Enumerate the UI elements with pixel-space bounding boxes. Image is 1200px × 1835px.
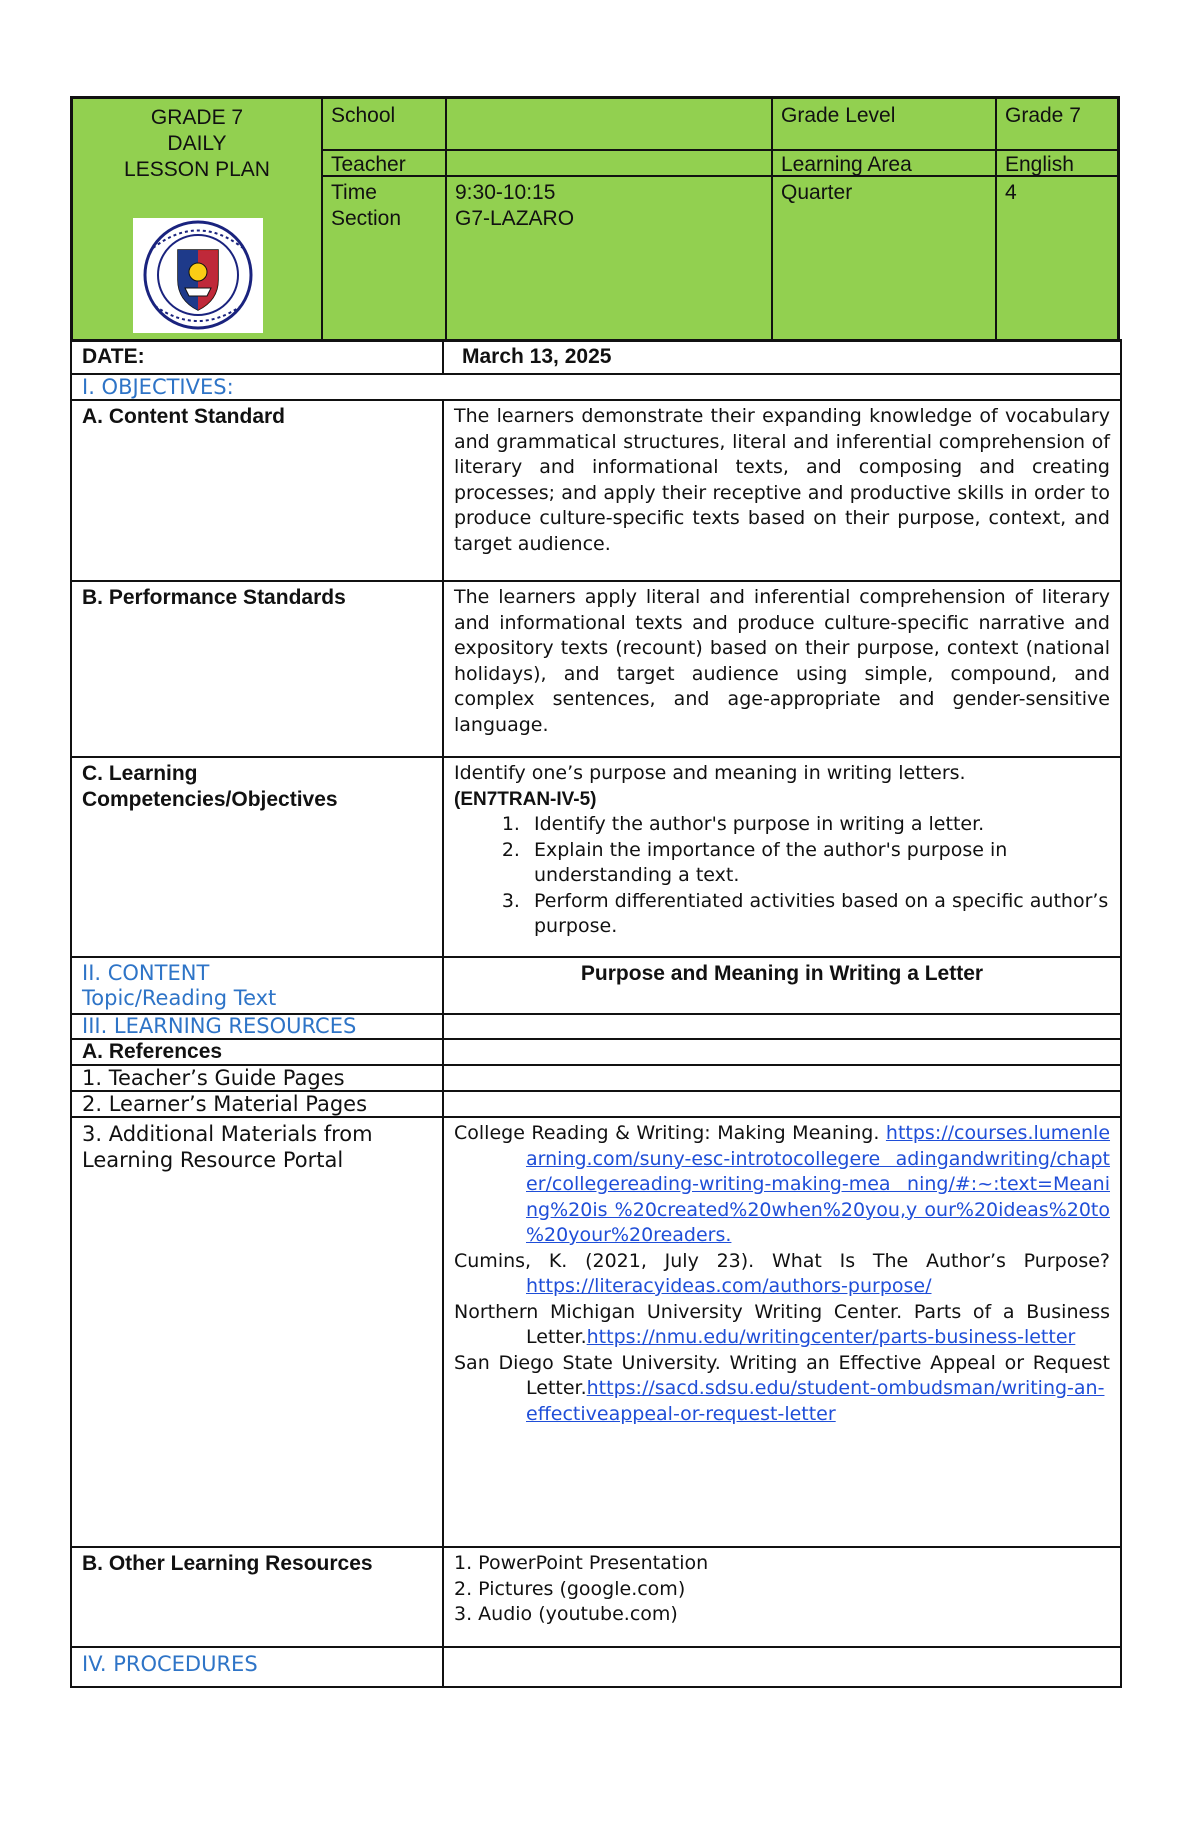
reference-item (454, 1351, 1110, 1428)
brand-block (73, 99, 321, 183)
reference-text: Northern Michigan University Writing Center. Parts of a Business Letter. (454, 1300, 1110, 1348)
procedures-row (71, 1647, 1121, 1687)
other-resource-item: 2. Pictures (google.com) (454, 1577, 686, 1600)
competency-intro: Identify one’s purpose and meaning in writing letters. (454, 762, 966, 784)
other-resource-item: 3. Audio (youtube.com) (454, 1603, 678, 1625)
teacher-label: Teacher (331, 153, 406, 176)
date-label: DATE: (71, 340, 443, 374)
reference-text: San Diego State University. Writing an Effective Appeal or Request Letter. (454, 1351, 1110, 1399)
content-heading: II. CONTENT (82, 961, 210, 985)
section-value: G7-LAZARO (455, 207, 575, 230)
learners-material-row (71, 1091, 1121, 1117)
objective-item: 2. Explain the importance of the author's purpose in understanding a text. (526, 838, 1110, 889)
reference-link[interactable]: https://nmu.edu/writingcenter/parts-business-letter (586, 1326, 1076, 1348)
content-standard-row (71, 400, 1121, 581)
objectives-heading: I. OBJECTIVES: (82, 375, 234, 399)
learning-resources-heading: III. LEARNING RESOURCES (82, 1014, 357, 1038)
reference-item (454, 1300, 1110, 1351)
content-topic: Purpose and Meaning in Writing a Letter (443, 957, 1121, 1014)
learning-resources-row (71, 1014, 1121, 1039)
reference-text: Cumins, K. (2021, July 23). What Is The Author’s Purpose? (454, 1249, 1110, 1272)
objectives-heading-row (71, 374, 1121, 400)
reference-link[interactable]: https://literacyideas.com/authors-purpose/ (526, 1275, 932, 1297)
date-row (71, 340, 1121, 374)
reference-item (454, 1249, 1110, 1300)
content-standard-label: A. Content Standard (71, 400, 443, 581)
other-resources-row (71, 1547, 1121, 1647)
grade-level-value: Grade 7 (1005, 104, 1081, 127)
learning-area-label: Learning Area (781, 153, 912, 176)
school-label: School (331, 104, 396, 127)
quarter-value: 4 (1005, 181, 1017, 204)
competency-code: (EN7TRAN-IV-5) (454, 788, 597, 810)
brand-lesson-plan: LESSON PLAN (124, 158, 270, 181)
teachers-guide-label: 1. Teacher’s Guide Pages (71, 1065, 443, 1091)
lesson-plan-table (70, 339, 1122, 1688)
performance-standards-row (71, 581, 1121, 757)
reference-link[interactable]: https://courses.lumenlearning.com/suny-esc-introtocollegere adingandwriting/chapter/collegereading-writing-making-mea ning/#:~:text=Meaning%20is %20created%20when%20you,y our%20ideas%20to %20your%20readers. (526, 1122, 1111, 1246)
performance-standards-label: B. Performance Standards (71, 581, 443, 757)
other-resource-item: 1. PowerPoint Presentation (454, 1552, 709, 1574)
lesson-plan-page (70, 96, 1120, 1688)
content-row (71, 957, 1121, 1014)
lesson-plan-header (70, 96, 1120, 342)
procedures-heading: IV. PROCEDURES (82, 1652, 258, 1676)
references-row (71, 1039, 1121, 1065)
performance-standards-text: The learners apply literal and inferential comprehension of literary and informational texts and produce culture-specific narrative and expository texts (recount) based on their purpose, context (national holidays), and target audience using simple, compound, and complex sentences, and age-appropriate and gender-sensitive language. (443, 581, 1121, 757)
learners-material-label: 2. Learner’s Material Pages (71, 1091, 443, 1117)
objective-item: 1. Identify the author's purpose in writing a letter. (526, 812, 1110, 838)
time-label: Time (331, 181, 377, 204)
objectives-list (454, 812, 1110, 940)
competencies-label-line2: Competencies/Objectives (82, 788, 338, 811)
reference-text: College Reading & Writing: Making Meaning. (454, 1122, 880, 1144)
quarter-label: Quarter (781, 181, 853, 204)
brand-daily: DAILY (167, 132, 227, 155)
learning-area-value: English (1005, 153, 1074, 176)
section-label: Section (331, 207, 402, 230)
objective-item: 3. Perform differentiated activities based on a specific author’s purpose. (526, 889, 1110, 940)
date-value: March 13, 2025 (443, 340, 1121, 374)
references-label: A. References (71, 1039, 443, 1065)
teachers-guide-row (71, 1065, 1121, 1091)
competencies-row (71, 757, 1121, 957)
content-standard-text: The learners demonstrate their expanding knowledge of vocabulary and grammatical structures, literal and inferential comprehension of literary and informational texts, and composing and creating processes; and apply their receptive and productive skills in order to produce culture-specific texts based on their purpose, context, and target audience. (443, 400, 1121, 581)
content-subheading: Topic/Reading Text (82, 986, 277, 1010)
time-value: 9:30-10:15 (455, 181, 556, 204)
brand-grade: GRADE 7 (150, 106, 244, 129)
deped-seal-icon (133, 218, 263, 333)
other-resources-label: B. Other Learning Resources (71, 1547, 443, 1647)
competencies-label-line1: C. Learning (82, 762, 198, 785)
reference-link[interactable]: https://sacd.sdsu.edu/student-ombudsman/writing-an- effectiveappeal-or-request-letter (526, 1377, 1105, 1425)
additional-materials-row (71, 1117, 1121, 1547)
reference-item (454, 1121, 1110, 1249)
additional-materials-label: 3. Additional Materials from Learning Resource Portal (71, 1117, 443, 1547)
grade-level-label: Grade Level (781, 104, 896, 127)
